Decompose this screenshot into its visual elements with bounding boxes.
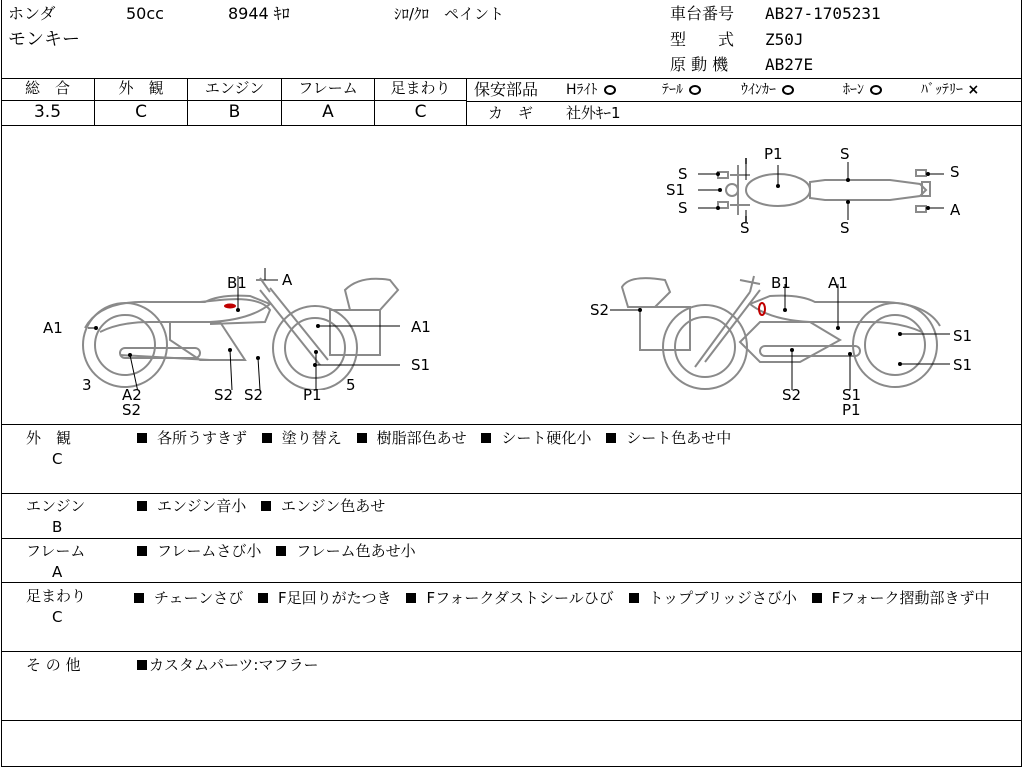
bullet-square-icon — [629, 593, 639, 603]
grade-value-engine: B — [228, 102, 241, 122]
left-label: A — [282, 271, 293, 289]
section-item: エンジン音小 — [157, 497, 247, 515]
right-label: S2 — [782, 386, 802, 404]
mileage-text: 8944 ｷﾛ — [228, 4, 290, 23]
left-label: 3 — [82, 376, 92, 394]
section-items — [137, 497, 395, 515]
grid-line — [1, 424, 1022, 425]
grade-value-total: 3.5 — [33, 102, 62, 122]
bullet-square-icon — [276, 546, 286, 556]
type-label: 型 式 — [670, 30, 735, 49]
section-grade: C — [52, 608, 63, 626]
section-items — [137, 542, 426, 560]
bullet-square-icon — [481, 433, 491, 443]
section-item: チェーンさび — [154, 589, 244, 607]
right-label: A1 — [828, 274, 848, 292]
bullet-square-icon — [134, 593, 144, 603]
grade-header-total: 総 合 — [24, 79, 70, 97]
grid-line — [1, 100, 467, 101]
section-item: 各所うすきず — [157, 429, 248, 447]
grade-header-frame: フレーム — [298, 79, 358, 97]
section-item: シート硬化小 — [501, 429, 592, 447]
bullet-square-icon — [258, 593, 268, 603]
grid-line — [467, 101, 1022, 102]
frame-no-value: AB27-1705231 — [765, 4, 881, 23]
section-item: F足回りがたつき — [278, 589, 392, 607]
paint-text: ｼﾛ/ｸﾛ ペイント — [394, 5, 505, 23]
safety-item-tail — [662, 82, 701, 99]
ok-circle-icon — [782, 85, 794, 95]
grid-line — [466, 78, 467, 125]
section-title: 外 観 — [26, 429, 72, 447]
section-item: シート色あせ中 — [626, 429, 732, 447]
left-label: P1 — [303, 386, 322, 404]
top-label: S — [678, 165, 688, 183]
engine-label: 原 動 機 — [670, 55, 729, 74]
ok-circle-icon — [689, 85, 701, 95]
displacement-text: 50cc — [126, 4, 164, 23]
grade-value-suspension: C — [414, 102, 427, 122]
top-label: S — [678, 199, 688, 217]
bullet-square-icon — [261, 501, 271, 511]
section-items — [134, 587, 1014, 609]
ok-circle-icon — [604, 85, 616, 95]
frame-no-label: 車台番号 — [670, 4, 735, 23]
left-label: B1 — [227, 274, 247, 292]
model-name: モンキー — [8, 29, 80, 50]
section-items — [137, 429, 741, 447]
grid-line — [1, 651, 1022, 652]
right-label: S2 — [590, 301, 610, 319]
left-label: 5 — [346, 376, 356, 394]
top-label: S — [740, 219, 750, 237]
section-grade: B — [52, 518, 63, 536]
top-view-diagram — [690, 150, 950, 230]
section-item: 樹脂部色あせ — [376, 429, 467, 447]
grid-line — [1, 720, 1022, 721]
left-label: A1 — [43, 319, 63, 337]
grid-line — [1, 493, 1022, 494]
right-label: P1 — [842, 401, 861, 419]
section-grade: A — [52, 563, 63, 581]
bullet-square-icon — [137, 433, 147, 443]
grid-line — [1, 538, 1022, 539]
safety-item-label: ﾊﾞｯﾃﾘｰ — [921, 82, 963, 98]
section-item: カスタムパーツ:マフラー — [149, 656, 319, 674]
engine-value: AB27E — [765, 55, 814, 74]
maker-text: ホンダ — [8, 4, 56, 23]
top-label: S — [840, 219, 850, 237]
key-label: カ ギ — [488, 104, 534, 122]
safety-item-label: ｳｲﾝｶｰ — [741, 82, 776, 98]
grade-header-exterior: 外 観 — [118, 79, 164, 97]
safety-item-label: ﾎｰﾝ — [843, 82, 864, 98]
ok-circle-icon — [870, 85, 882, 95]
left-label: A1 — [411, 318, 431, 336]
left-label: S2 — [214, 386, 234, 404]
right-label: S1 — [953, 356, 973, 374]
left-label: A2 — [122, 386, 142, 404]
top-label: S — [950, 163, 960, 181]
top-label: S — [840, 145, 850, 163]
section-item: フレームさび小 — [157, 542, 262, 560]
safety-item-winker — [741, 82, 794, 99]
top-label: A — [950, 201, 961, 219]
bullet-square-icon — [137, 546, 147, 556]
section-title: フレーム — [26, 542, 86, 560]
section-item: 塗り替え — [281, 429, 342, 447]
top-label: S1 — [666, 181, 686, 199]
bullet-square-icon — [812, 593, 822, 603]
safety-item-label: Hﾗｲﾄ — [566, 82, 598, 98]
top-label: P1 — [764, 145, 783, 163]
key-value: 社外ｷｰ1 — [566, 104, 621, 122]
bullet-square-icon — [406, 593, 416, 603]
bullet-square-icon — [262, 433, 272, 443]
grade-header-engine: エンジン — [204, 79, 265, 97]
bullet-square-icon — [606, 433, 616, 443]
right-label: B1 — [771, 274, 791, 292]
section-title: 足まわり — [26, 587, 87, 605]
right-label: S1 — [842, 386, 862, 404]
section-items — [137, 656, 328, 674]
safety-item-label: ﾃｰﾙ — [662, 82, 683, 98]
section-grade: C — [52, 450, 63, 468]
section-item: Fフォーク摺動部きず中 — [831, 589, 990, 607]
safety-item-battery — [921, 82, 979, 99]
section-item: Fフォークダストシールひび — [426, 589, 614, 607]
section-item: トップブリッジさび小 — [648, 589, 797, 607]
right-label: S1 — [953, 327, 973, 345]
left-label: S2 — [244, 386, 264, 404]
section-title: エンジン — [26, 497, 86, 515]
grid-line — [1, 582, 1022, 583]
left-label: S1 — [411, 356, 431, 374]
safety-item-horn — [843, 82, 882, 99]
grade-header-suspension: 足まわり — [390, 79, 451, 97]
section-title: そ の 他 — [26, 656, 81, 674]
grade-value-exterior: C — [135, 102, 147, 122]
grid-line — [1, 125, 1022, 126]
bullet-square-icon — [357, 433, 367, 443]
safety-item-headlight — [566, 82, 616, 99]
left-label: S2 — [122, 401, 142, 419]
bullet-square-icon — [137, 501, 147, 511]
section-item: エンジン色あせ — [281, 497, 386, 515]
ng-cross-icon: × — [967, 82, 980, 98]
safety-label: 保安部品 — [474, 80, 539, 99]
bullet-square-icon — [137, 660, 147, 670]
section-item: フレーム色あせ小 — [296, 542, 416, 560]
type-value: Z50J — [765, 30, 804, 49]
grade-value-frame: A — [322, 102, 334, 122]
